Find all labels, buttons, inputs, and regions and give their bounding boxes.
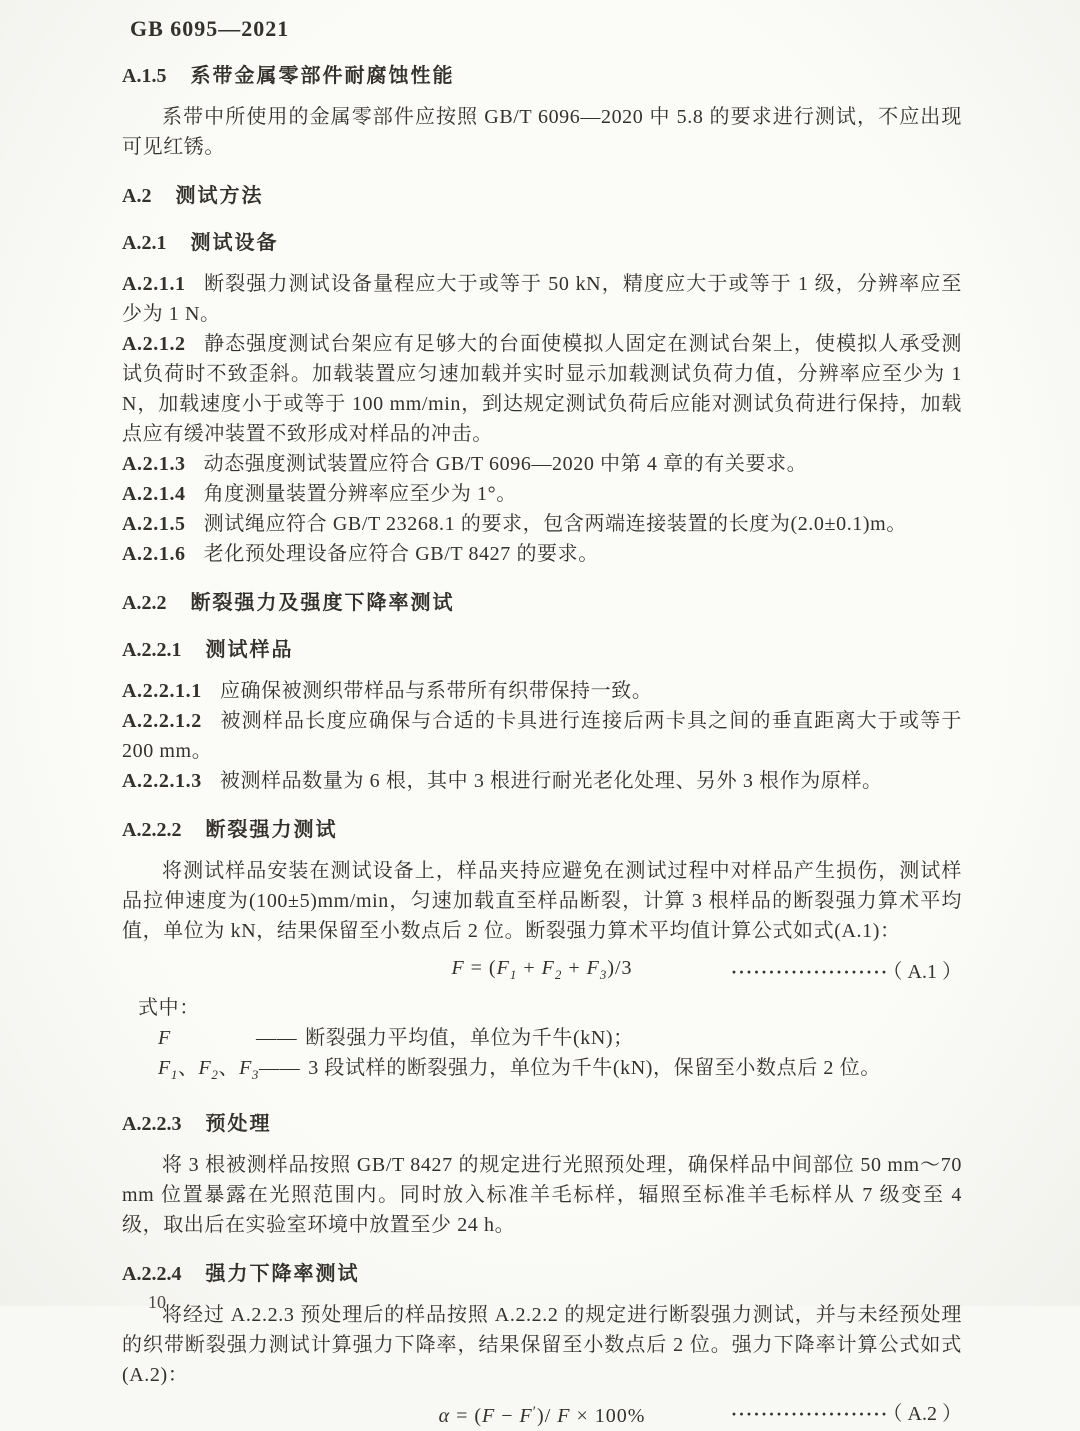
numbered-clause — [122, 539, 962, 569]
definition-term-variable: F — [198, 1057, 212, 1079]
formula-variable: F — [482, 1405, 496, 1427]
clause-number: A.2.2.1.3 — [122, 770, 202, 792]
formula-text: )/ — [537, 1405, 558, 1427]
definition-term — [158, 1053, 259, 1090]
clause-title: 系带金属零部件耐腐蚀性能 — [190, 65, 455, 87]
clause-number: A.2 — [122, 185, 152, 207]
clause-number: A.2.1 — [122, 232, 167, 254]
clause-number: A.2.2.1.1 — [122, 680, 202, 702]
formula-text: − — [495, 1405, 520, 1427]
clause-number: A.2.2 — [122, 592, 167, 614]
clause-heading-a-2-2-3 — [122, 1111, 962, 1137]
clause-heading-a-2-1 — [122, 230, 962, 256]
formula-variable: F — [586, 957, 600, 979]
clause-text: 断裂强力测试设备量程应大于或等于 50 kN，精度应大于或等于 1 级，分辨率应至少为 1 N。 — [122, 273, 962, 325]
clause-number: A.2.2.4 — [122, 1263, 182, 1285]
clause-number: A.2.1.3 — [122, 453, 186, 475]
definition-term-variable: F — [158, 1027, 171, 1049]
definition-term-text: 、 — [218, 1057, 240, 1079]
clause-text: 被测样品数量为 6 根，其中 3 根进行耐光老化处理、另外 3 根作为原样。 — [219, 770, 883, 792]
numbered-clause — [122, 509, 962, 539]
numbered-clause — [122, 329, 962, 449]
formula-reference — [645, 1399, 962, 1429]
document-body — [122, 63, 962, 1431]
formula-expression — [451, 953, 632, 990]
clause-number: A.2.2.1.2 — [122, 710, 202, 732]
formula-text: = ( — [450, 1405, 483, 1427]
page-number: 10 — [148, 1292, 166, 1312]
definition-description: 3 段试样的断裂强力，单位为千牛(kN)，保留至小数点后 2 位。 — [308, 1057, 881, 1079]
formula-subscript: 3 — [599, 967, 608, 982]
formula-subscript: 1 — [509, 967, 518, 982]
clause-title: 测试设备 — [190, 232, 279, 254]
numbered-clause — [122, 706, 962, 766]
numbered-clause — [122, 479, 962, 509]
formula-variable: F — [451, 957, 465, 979]
clause-number: A.2.1.5 — [122, 513, 186, 535]
formula-subscript: 2 — [554, 967, 563, 982]
symbol-definition-row — [122, 1023, 962, 1053]
clause-title: 断裂强力及强度下降率测试 — [190, 592, 455, 614]
clause-title: 测试样品 — [205, 639, 294, 661]
definition-term-subscript: 2 — [211, 1067, 219, 1082]
clause-title: 预处理 — [205, 1113, 272, 1135]
body-paragraph: 将测试样品安装在测试设备上，样品夹持应避免在测试过程中对样品产生损伤，测试样品拉伸速度为(100±5)mm/min，匀速加载直至样品断裂，计算 3 根样品的断裂强力算术平均值，单位为 kN，结果保留至小数点后 2 位。断裂强力算术平均值计算公式如式(A.1)： — [122, 860, 962, 942]
where-intro: 式中： — [138, 997, 200, 1019]
clause-heading-a-2-2 — [122, 590, 962, 616]
formula-number-label: （ A.2 ） — [892, 1403, 962, 1425]
definition-term — [158, 1023, 256, 1053]
clause-number: A.1.5 — [122, 65, 167, 87]
clause-heading-a-1-5 — [122, 63, 962, 89]
formula-row — [122, 1397, 962, 1431]
definition-dash: —— — [259, 1057, 301, 1079]
formula-variable: F — [541, 957, 555, 979]
formula-expression — [439, 1397, 646, 1431]
body-paragraph: 系带中所使用的金属零部件应按照 GB/T 6096—2020 中 5.8 的要求进行测试，不应出现可见红锈。 — [122, 106, 962, 158]
formula-text: )/3 — [607, 957, 633, 979]
formula-variable: F — [519, 1405, 533, 1427]
formula-text: × 100% — [570, 1405, 646, 1427]
formula-text: = ( — [464, 957, 497, 979]
symbol-definition-row — [122, 1053, 962, 1090]
definition-term-subscript: 3 — [251, 1067, 260, 1082]
body-paragraph: 将 3 根被测样品按照 GB/T 8427 的规定进行光照预处理，确保样品中间部位 50 mm～70 mm 位置暴露在光照范围内。同时放入标准羊毛标样，辐照至标准羊毛标样从 7 级变至 4 级，取出后在实验室环境中放置至少 24 h。 — [122, 1154, 962, 1236]
numbered-clause — [122, 269, 962, 329]
definition-term-subscript: 1 — [170, 1067, 178, 1082]
numbered-clause — [122, 676, 962, 706]
formula-number-label: （ A.1 ） — [892, 960, 962, 983]
numbered-clause — [122, 766, 962, 796]
definition-term-variable: F — [158, 1057, 171, 1079]
body-paragraph: 将经过 A.2.2.3 预处理后的样品按照 A.2.2.2 的规定进行断裂强力测试，并与未经预处理的织带断裂强力测试计算强力下降率，结果保留至小数点后 2 位。强力下降率计算公式如式(A.2)： — [122, 1304, 962, 1386]
formula-text: + — [562, 957, 587, 979]
clause-text: 动态强度测试装置应符合 GB/T 6096—2020 中第 4 章的有关要求。 — [203, 453, 808, 475]
clause-number: A.2.1.6 — [122, 543, 186, 565]
clause-text: 应确保被测织带样品与系带所有织带保持一致。 — [219, 680, 653, 702]
standard-number-header: GB 6095—2021 — [130, 16, 290, 41]
definition-term-variable: F — [239, 1057, 252, 1079]
clause-heading-a-2-2-2 — [122, 817, 962, 843]
clause-title: 测试方法 — [175, 185, 264, 207]
clause-number: A.2.2.1 — [122, 639, 182, 661]
clause-text: 静态强度测试台架应有足够大的台面使模拟人固定在测试台架上，使模拟人承受测试负荷时不致歪斜。加载装置应匀速加载并实时显示加载测试负荷力值，分辨率应至少为 1 N，加载速度小于或等于 100 mm/min，到达规定测试负荷后应能对测试负荷进行保持，加载点应有缓冲装置不致形成对样品的冲击。 — [122, 333, 962, 445]
clause-number: A.2.1.4 — [122, 483, 186, 505]
formula-reference — [633, 957, 962, 987]
clause-title: 强力下降率测试 — [205, 1263, 360, 1285]
clause-number: A.2.1.2 — [122, 333, 186, 355]
clause-title: 断裂强力测试 — [205, 819, 338, 841]
clause-text: 测试绳应符合 GB/T 23268.1 的要求，包含两端连接装置的长度为(2.0±0.1)m。 — [203, 513, 907, 535]
formula-dot-leader: ····················· — [730, 961, 889, 982]
formula-variable: F — [557, 1405, 571, 1427]
formula-dot-leader: ····················· — [730, 1404, 889, 1424]
formula-text: + — [517, 957, 542, 979]
clause-text: 角度测量装置分辨率应至少为 1°。 — [203, 483, 517, 505]
clause-text: 老化预处理设备应符合 GB/T 8427 的要求。 — [203, 543, 599, 565]
clause-text: 被测样品长度应确保与合适的卡具进行连接后两卡具之间的垂直距离大于或等于 200 mm。 — [122, 710, 962, 762]
clause-heading-a-2-2-1 — [122, 637, 962, 663]
clause-number: A.2.1.1 — [122, 273, 186, 295]
clause-heading-a-2 — [122, 183, 962, 209]
formula-variable: α — [438, 1405, 451, 1427]
formula-prime: ′ — [532, 1404, 538, 1420]
definition-term-text: 、 — [177, 1057, 199, 1079]
clause-number: A.2.2.3 — [122, 1113, 182, 1135]
clause-number: A.2.2.2 — [122, 819, 182, 841]
definition-dash: —— — [256, 1027, 298, 1049]
numbered-clause — [122, 449, 962, 479]
formula-row — [122, 953, 962, 990]
formula-variable: F — [496, 957, 510, 979]
clause-heading-a-2-2-4 — [122, 1261, 962, 1287]
definition-description: 断裂强力平均值，单位为千牛(kN)； — [305, 1027, 634, 1049]
